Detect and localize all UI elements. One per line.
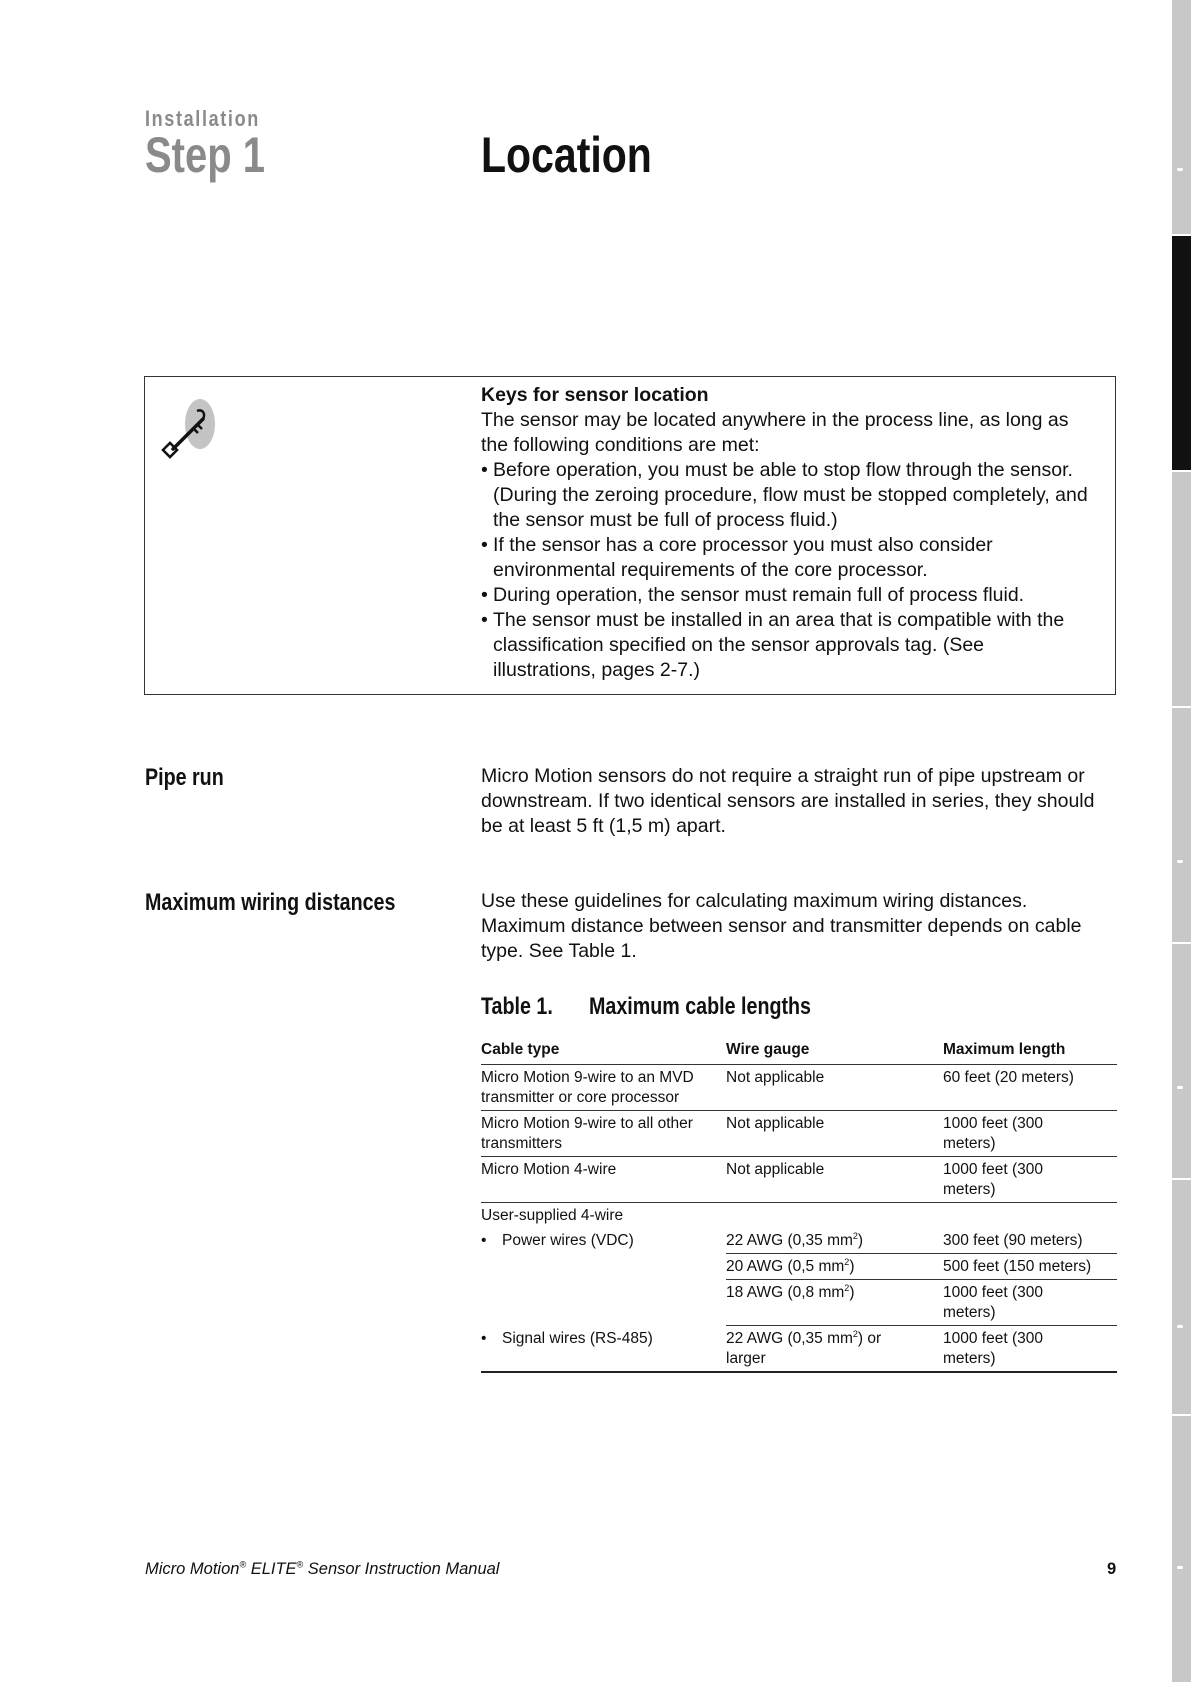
side-tab-7[interactable] [1172, 1416, 1191, 1684]
cell-empty [481, 1254, 726, 1280]
keys-bullet-cont: the sensor must be full of process fluid.) [493, 509, 838, 531]
cell-max-length: 60 feet (20 meters) [943, 1065, 1117, 1111]
cell-power-wires: • Power wires (VDC) [481, 1232, 634, 1249]
step-label: Step 1 [145, 127, 266, 183]
keys-bullet-cont: classification specified on the sensor approvals tag. (See [493, 634, 985, 656]
cell-max-length: 500 feet (150 meters) [943, 1254, 1117, 1280]
cable-length-table [481, 1038, 1117, 1373]
table-header-row [481, 1038, 1117, 1065]
cell-max-length: 1000 feet (300 meters) [943, 1157, 1117, 1203]
table-row [481, 1280, 1117, 1326]
cell-max-length: 1000 feet (300 meters) [943, 1111, 1117, 1157]
header-cable-type: Cable type [481, 1038, 726, 1065]
table-row [481, 1254, 1117, 1280]
keys-intro-line: The sensor may be located anywhere in the process line, as long as [481, 409, 1069, 431]
header-wire-gauge: Wire gauge [726, 1038, 943, 1065]
table-row [481, 1228, 1117, 1254]
pipe-run-paragraph: Micro Motion sensors do not require a straight run of pipe upstream or downstream. If two identical sensors are installed in series, they should be at least 5 ft (1,5 m) apart. [481, 765, 1095, 837]
side-tab-strip [1172, 0, 1191, 1684]
cell-cable-type: Micro Motion 4-wire [481, 1157, 726, 1203]
page-number: 9 [1107, 1560, 1117, 1578]
cell-cable-type: Micro Motion 9-wire to an MVD transmitter or core processor [481, 1065, 726, 1111]
key-icon [159, 389, 219, 459]
keys-text [481, 383, 1111, 683]
table-row [481, 1111, 1117, 1157]
table-row [481, 1326, 1117, 1373]
cell-user-supplied: User-supplied 4-wire [481, 1207, 624, 1224]
table-row [481, 1157, 1117, 1203]
cell-wire-gauge: Not applicable [726, 1157, 943, 1203]
side-tab-4[interactable] [1172, 708, 1191, 944]
keys-bullet: • The sensor must be installed in an area that is compatible with the [481, 609, 1065, 631]
pipe-run-heading: Pipe run [145, 764, 224, 791]
table-number: Table 1. [481, 993, 553, 1020]
cell-wire-gauge: Not applicable [726, 1111, 943, 1157]
table-row [481, 1065, 1117, 1111]
header-max-length: Maximum length [943, 1038, 1117, 1065]
keys-bullet-cont: environmental requirements of the core processor. [493, 559, 928, 581]
cell-wire-gauge: 22 AWG (0,35 $mm^2$) or larger [726, 1326, 943, 1373]
keys-callout-box [144, 376, 1116, 695]
cell-wire-gauge: 18 AWG (0,8 $mm^2$) [726, 1280, 943, 1326]
wiring-paragraph: Use these guidelines for calculating maximum wiring distances. Maximum distance between sensor and transmitter depends on cable type. See Table 1. [481, 890, 1082, 962]
table-caption [481, 993, 860, 1021]
page-title: Location [481, 127, 652, 183]
wiring-heading: Maximum wiring distances [145, 889, 396, 916]
side-tab-installation[interactable] [1172, 236, 1191, 472]
keys-bullet: • If the sensor has a core processor you must also consider [481, 534, 993, 556]
cell-cable-type: Micro Motion 9-wire to all other transmitters [481, 1111, 726, 1157]
side-tab-5[interactable] [1172, 944, 1191, 1180]
keys-heading: Keys for sensor location [481, 384, 709, 406]
cell-wire-gauge: Not applicable [726, 1065, 943, 1111]
cell-signal-wires: • Signal wires (RS-485) [481, 1326, 726, 1373]
keys-intro-line: the following conditions are met: [481, 434, 760, 456]
side-tab-1[interactable] [1172, 0, 1191, 236]
cell-max-length: 1000 feet (300 meters) [943, 1326, 1117, 1373]
section-label: Installation [145, 106, 260, 131]
cell-max-length: 300 feet (90 meters) [943, 1228, 1117, 1254]
side-tab-6[interactable] [1172, 1180, 1191, 1416]
footer-manual-title: Micro Motion® ELITE® Sensor Instruction Manual [145, 1559, 500, 1578]
cell-max-length: 1000 feet (300 meters) [943, 1280, 1117, 1326]
keys-bullet-cont: illustrations, pages 2-7.) [493, 659, 701, 681]
keys-bullet: • Before operation, you must be able to stop flow through the sensor. [481, 459, 1073, 481]
cell-wire-gauge: 20 AWG (0,5 $mm^2$) [726, 1254, 943, 1280]
cell-wire-gauge: 22 AWG (0,35 $mm^2$) [726, 1228, 943, 1254]
keys-bullet-cont: (During the zeroing procedure, flow must be stopped completely, and [493, 484, 1088, 506]
side-tab-3[interactable] [1172, 472, 1191, 708]
keys-bullet: • During operation, the sensor must remain full of process fluid. [481, 584, 1025, 606]
table-row [481, 1203, 1117, 1229]
cell-empty [481, 1280, 726, 1326]
table-title: Maximum cable lengths [589, 993, 812, 1020]
